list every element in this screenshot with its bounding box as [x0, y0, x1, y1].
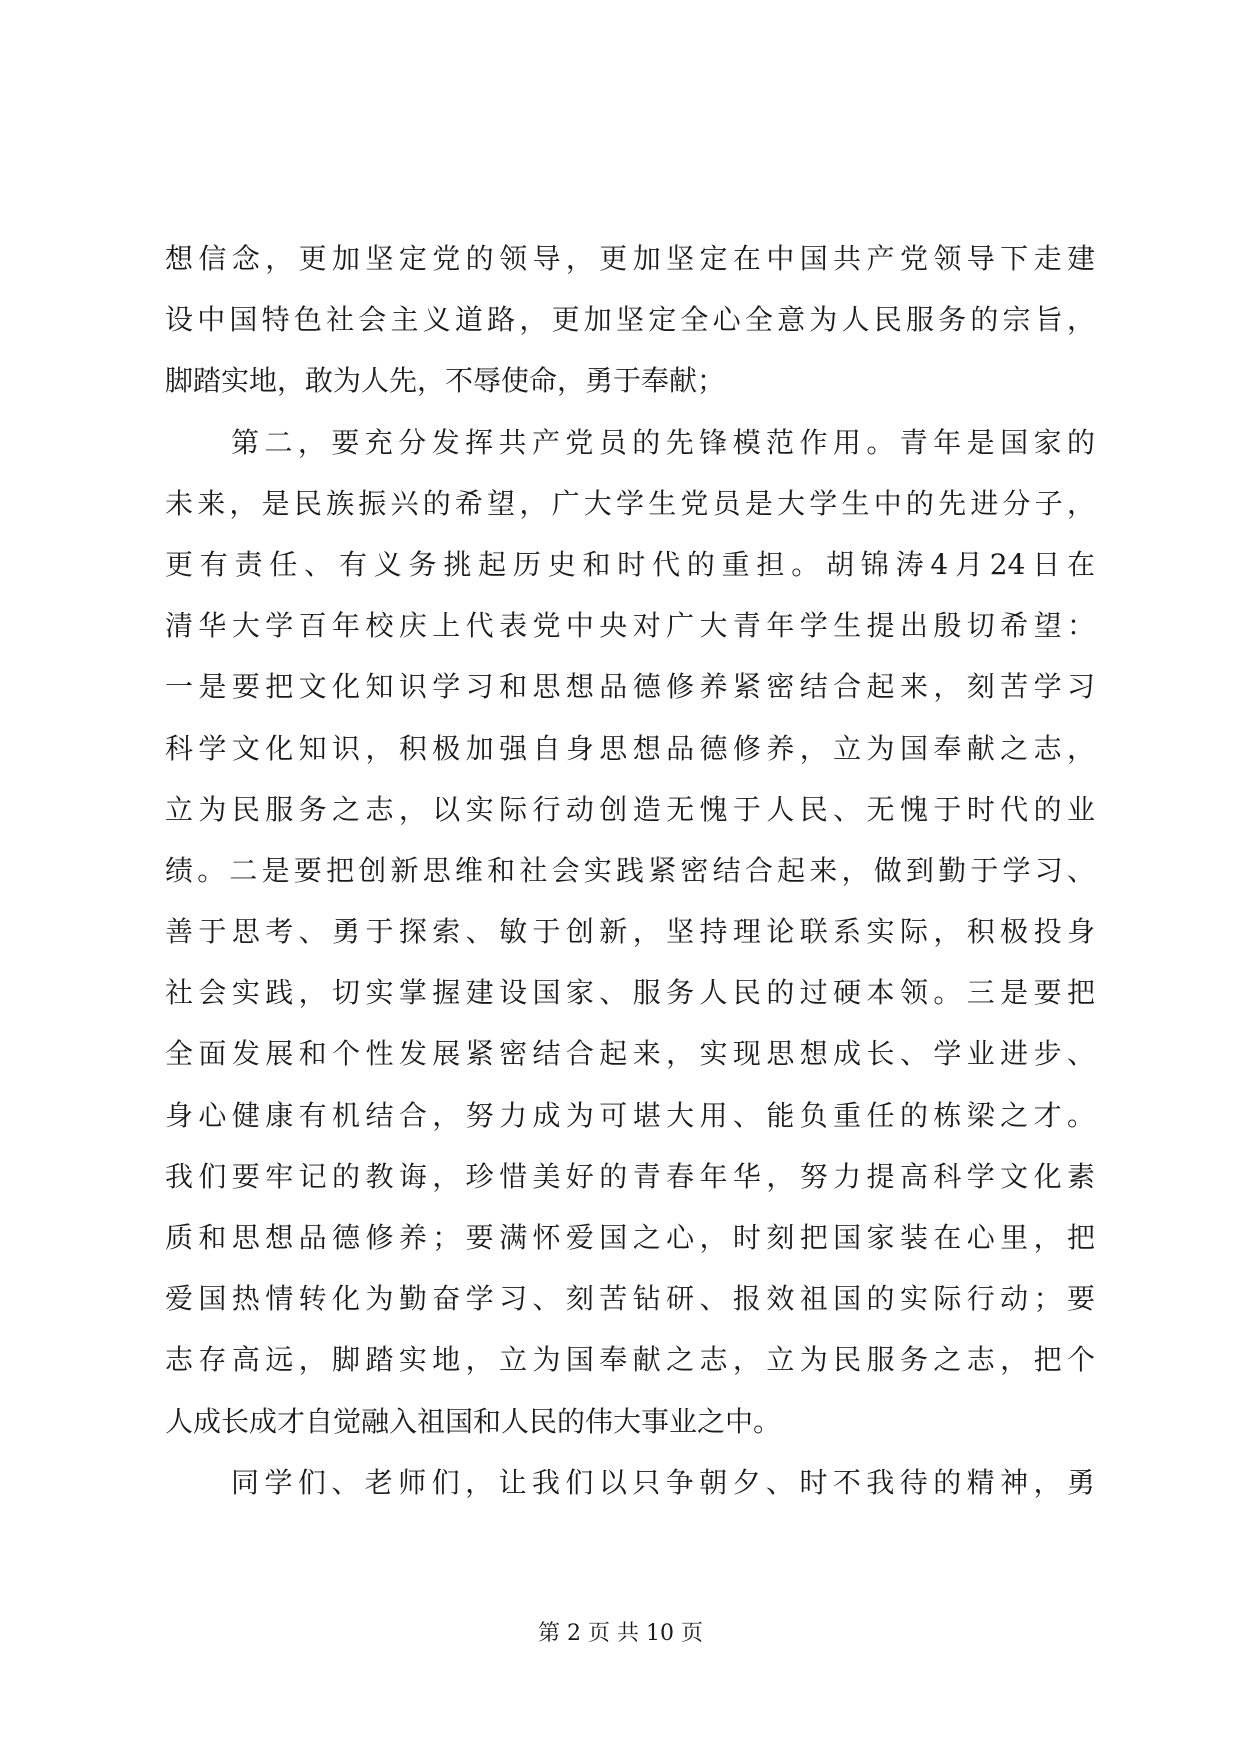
- text-line: 未来，是民族振兴的希望，广大学生党员是大学生中的先进分子，: [165, 486, 1095, 520]
- text-line: 同学们、老师们，让我们以只争朝夕、时不我待的精神，勇: [231, 1465, 1095, 1499]
- text-line: 社会实践，切实掌握建设国家、服务人民的过硬本领。三是要把: [165, 976, 1095, 1010]
- text-line: 爱国热情转化为勤奋学习、刻苦钻研、报效祖国的实际行动；要: [165, 1282, 1095, 1316]
- text-line: 我们要牢记的教诲，珍惜美好的青春年华，努力提高科学文化素: [165, 1159, 1095, 1193]
- text-line: 立为民服务之志，以实际行动创造无愧于人民、无愧于时代的业: [165, 792, 1095, 826]
- text-line: 一是要把文化知识学习和思想品德修养紧密结合起来，刻苦学习: [165, 670, 1095, 704]
- page-footer: 第 2 页 共 10 页: [538, 1621, 703, 1646]
- text-line: 脚踏实地，敢为人先，不辱使命，勇于奉献；: [165, 364, 726, 398]
- text-line: 科学文化知识，积极加强自身思想品德修养，立为国奉献之志，: [165, 731, 1095, 765]
- text-line: 想信念，更加坚定党的领导，更加坚定在中国共产党领导下走建: [165, 242, 1095, 275]
- text-line: 人成长成才自觉融入祖国和人民的伟大事业之中。: [165, 1404, 782, 1438]
- text-line: 身心健康有机结合，努力成为可堪大用、能负重任的栋梁之才。: [165, 1098, 1095, 1132]
- body-text: [165, 228, 1095, 1513]
- text-line: 第二，要充分发挥共产党员的先锋模范作用。青年是国家的: [231, 425, 1095, 459]
- text-line: 志存高远，脚踏实地，立为国奉献之志，立为民服务之志，把个: [165, 1343, 1095, 1377]
- text-line: 清华大学百年校庆上代表党中央对广大青年学生提出殷切希望：: [165, 609, 1095, 643]
- text-line: 绩。二是要把创新思维和社会实践紧密结合起来，做到勤于学习、: [165, 853, 1095, 887]
- text-line: 质和思想品德修养；要满怀爱国之心，时刻把国家装在心里，把: [165, 1221, 1095, 1254]
- text-line: 善于思考、勇于探索、敏于创新，坚持理论联系实际，积极投身: [165, 915, 1095, 949]
- text-line: 更有责任、有义务挑起历史和时代的重担。胡锦涛4月24日在: [165, 547, 1095, 581]
- text-line: 全面发展和个性发展紧密结合起来，实现思想成长、学业进步、: [165, 1037, 1095, 1071]
- text-line: 设中国特色社会主义道路，更加坚定全心全意为人民服务的宗旨，: [165, 303, 1095, 337]
